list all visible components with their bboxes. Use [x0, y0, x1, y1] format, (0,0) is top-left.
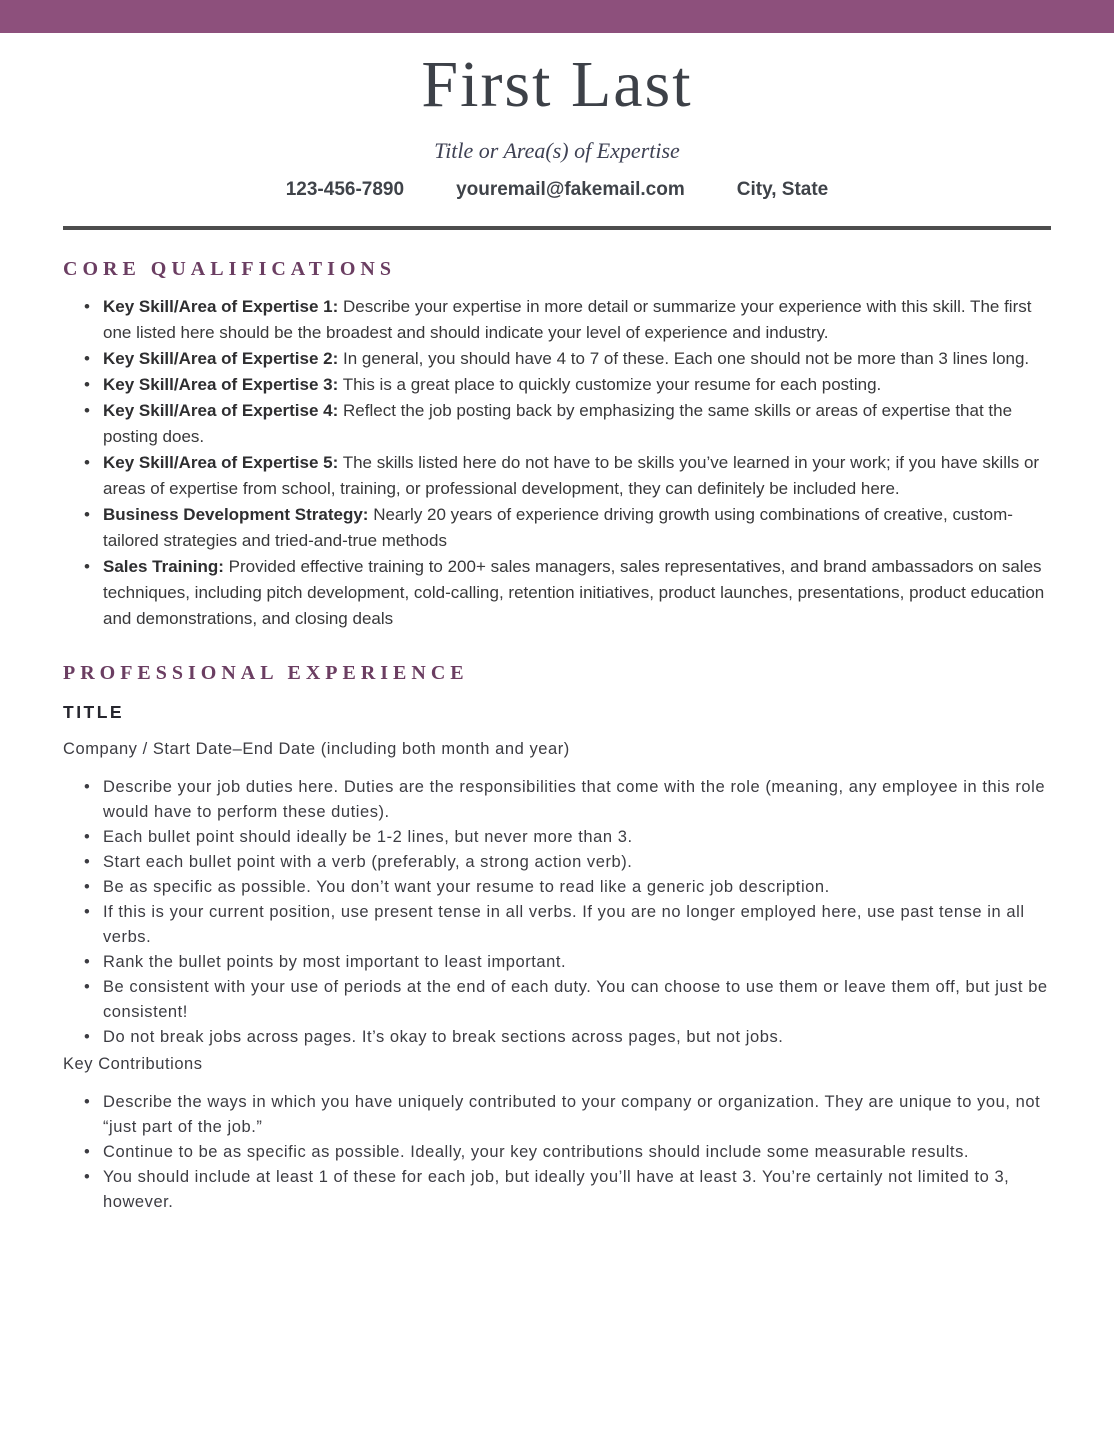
skill-label: Key Skill/Area of Expertise 5: — [103, 452, 339, 472]
skill-label: Key Skill/Area of Expertise 1: — [103, 296, 339, 316]
job-duty-item — [63, 875, 1051, 900]
key-contributions-label: Key Contributions — [63, 1054, 203, 1073]
core-qualifications-list — [63, 294, 1051, 632]
key-contribution-text: Describe the ways in which you have uniquely contributed to your company or organization. They are unique to you, not “just part of the job.” — [103, 1092, 1041, 1136]
headline-title: Title or Area(s) of Expertise — [434, 137, 680, 163]
key-contribution-text: Continue to be as specific as possible. Ideally, your key contributions should include some measurable results. — [103, 1142, 970, 1161]
core-qualifications-heading: CORE QUALIFICATIONS — [63, 257, 396, 280]
section-professional-experience — [63, 662, 1051, 1215]
key-contribution-item — [63, 1140, 1051, 1165]
header-divider — [63, 226, 1051, 230]
skill-description: Nearly 20 years of experience driving growth using combinations of creative, custom-tailored strategies and tried-and-true methods — [103, 504, 1013, 550]
contact-row — [0, 179, 1114, 201]
skill-description: Provided effective training to 200+ sales managers, sales representatives, and brand ambassadors on sales techniques, including pitch development, cold-calling, retention initiatives, product launches, presentations, product education and demonstrations, and closing deals — [103, 556, 1045, 628]
contact-phone: 123-456-7890 — [285, 178, 405, 200]
core-qualification-item — [63, 450, 1051, 502]
job-duty-item — [63, 950, 1051, 975]
job-title: TITLE — [63, 701, 125, 722]
section-core-qualifications — [63, 258, 1051, 632]
job-duty-text: Be consistent with your use of periods at the end of each duty. You can choose to use them or leave them off, but just be consistent! — [103, 977, 1048, 1021]
skill-label: Sales Training: — [103, 556, 224, 576]
skill-label: Business Development Strategy: — [103, 504, 369, 524]
key-contribution-item — [63, 1165, 1051, 1215]
job-duty-text: Describe your job duties here. Duties are the responsibilities that come with the role (meaning, any employee in this role would have to perform these duties). — [103, 777, 1046, 821]
key-contributions-list — [63, 1090, 1051, 1215]
job-duty-text: Do not break jobs across pages. It’s okay to break sections across pages, but not jobs. — [103, 1027, 784, 1046]
skill-description: Reflect the job posting back by emphasizing the same skills or areas of expertise that the posting does. — [103, 400, 1013, 446]
resume-header — [0, 47, 1114, 201]
key-contribution-item — [63, 1090, 1051, 1140]
job-duty-item — [63, 825, 1051, 850]
contact-email: youremail@fakemail.com — [456, 178, 685, 200]
skill-description: This is a great place to quickly customize your resume for each posting. — [342, 374, 882, 394]
contact-location: City, State — [736, 178, 829, 200]
job-duty-item — [63, 850, 1051, 875]
skill-label: Key Skill/Area of Expertise 2: — [103, 348, 339, 368]
company-dates-line: Company / Start Date–End Date (including both month and year) — [63, 739, 570, 758]
job-duty-item — [63, 975, 1051, 1025]
job-duty-item — [63, 900, 1051, 950]
accent-top-bar — [0, 0, 1114, 33]
job-duty-text: Be as specific as possible. You don’t want your resume to read like a generic job description. — [103, 877, 830, 896]
core-qualification-item — [63, 294, 1051, 346]
professional-experience-heading: PROFESSIONAL EXPERIENCE — [63, 661, 469, 684]
job-duty-text: If this is your current position, use present tense in all verbs. If you are no longer employed here, use past tense in all verbs. — [103, 902, 1025, 946]
skill-label: Key Skill/Area of Expertise 3: — [103, 374, 339, 394]
core-qualification-item — [63, 398, 1051, 450]
job-duties-list — [63, 775, 1051, 1050]
skill-description: The skills listed here do not have to be skills you’ve learned in your work; if you have skills or areas of expertise from school, training, or professional development, they can definitely be included here. — [103, 452, 1040, 498]
skill-description: Describe your expertise in more detail or summarize your experience with this skill. The first one listed here should be the broadest and should indicate your level of experience and industry. — [103, 296, 1032, 342]
core-qualification-item — [63, 502, 1051, 554]
resume-body — [63, 258, 1051, 1215]
job-duty-item — [63, 1025, 1051, 1050]
core-qualification-item — [63, 554, 1051, 632]
job-duty-text: Start each bullet point with a verb (preferably, a strong action verb). — [103, 852, 633, 871]
core-qualification-item — [63, 346, 1051, 372]
key-contribution-text: You should include at least 1 of these for each job, but ideally you’ll have at least 3. You’re certainly not limited to 3, however. — [103, 1167, 1010, 1211]
job-duty-text: Rank the bullet points by most important to least important. — [103, 952, 567, 971]
core-qualification-item — [63, 372, 1051, 398]
skill-description: In general, you should have 4 to 7 of these. Each one should not be more than 3 lines long. — [343, 348, 1030, 368]
skill-label: Key Skill/Area of Expertise 4: — [103, 400, 339, 420]
job-duty-text: Each bullet point should ideally be 1-2 lines, but never more than 3. — [103, 827, 633, 846]
job-duty-item — [63, 775, 1051, 825]
person-name: First Last — [421, 48, 693, 121]
